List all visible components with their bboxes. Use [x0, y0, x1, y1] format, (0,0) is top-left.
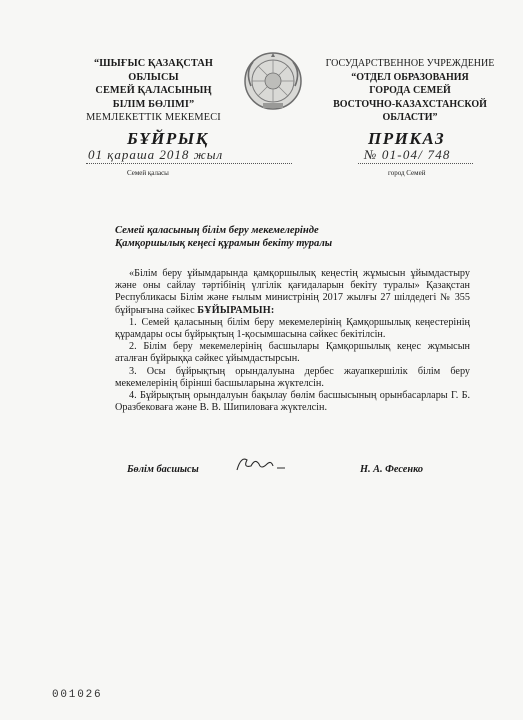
- city-kazakh: Семей қаласы: [127, 169, 169, 177]
- order-item-3: 3. Осы бұйрықтың орындалуына дербес жауапкершілік білім беру мекемелерінің бірінші басшыларына жүктелсін.: [115, 365, 470, 389]
- org-line: ОБЛАСТИ”: [382, 112, 438, 124]
- org-type: ГОСУДАРСТВЕННОЕ УЧРЕЖДЕНИЕ: [325, 58, 495, 69]
- preamble-text: «Білім беру ұйымдарында қамқоршылық кеңестің жұмысын ұйымдастыру және оны сайлау тәртібінің үлгілік қағидаларын бекіту туралы» Қазақстан Республикасы Білім және ғылым министрінің 2017 жылғы 27 шілдедегі № 355 бұйрығына сәйкес: [115, 268, 470, 316]
- org-header-kazakh: [66, 57, 241, 125]
- org-line: ГОРОДА СЕМЕЙ: [369, 85, 451, 97]
- order-item-1: 1. Семей қаласының білім беру мекемелерінің Қамқоршылық кеңестерінің құрамдары осы бұйрықтың 1-қосымшасына сәйкес бекітілсін.: [115, 316, 470, 341]
- org-line: “ОТДЕЛ ОБРАЗОВАНИЯ: [351, 71, 469, 83]
- handwritten-signature: [233, 452, 288, 478]
- handwritten-date: 01 қараша 2018 жыл: [88, 147, 224, 162]
- document-body: [115, 268, 470, 414]
- preamble-paragraph: [115, 268, 470, 317]
- signatory-position: Бөлім басшысы: [127, 464, 199, 475]
- date-underline: [86, 163, 292, 164]
- subject-line: Қамқоршылық кеңесі құрамын бекіту туралы: [115, 238, 333, 249]
- handwritten-number: № 01-04/ 748: [364, 147, 451, 162]
- org-line: ВОСТОЧНО-КАЗАХСТАНСКОЙ: [333, 98, 487, 110]
- document-title-kazakh: БҰЙРЫҚ: [127, 129, 209, 148]
- org-type: МЕМЛЕКЕТТІК МЕКЕМЕСІ: [86, 112, 221, 124]
- order-item-4: 4. Бұйрықтың орындалуын бақылау бөлім басшысының орынбасарлары Г. Б. Оразбековаға және В. В. Шипиловаға жүктелсін.: [115, 390, 470, 414]
- order-item-2: 2. Білім беру мекемелерінің басшылары Қамқоршылық кеңес жұмысын аталған бұйрыққа сәйкес ұйымдастырсын.: [115, 341, 470, 365]
- number-underline: [358, 163, 473, 164]
- org-line: “ШЫҒЫС ҚАЗАҚСТАН: [93, 58, 214, 69]
- document-title-russian: ПРИКАЗ: [368, 129, 446, 148]
- serial-number: 001026: [52, 689, 103, 701]
- org-line: СЕМЕЙ ҚАЛАСЫНЫҢ: [95, 85, 212, 97]
- signatory-name: Н. А. Фесенко: [360, 464, 424, 475]
- org-line: БІЛІМ БӨЛІМІ”: [112, 98, 195, 110]
- org-header-russian: [325, 57, 495, 125]
- org-line: ОБЛЫСЫ: [128, 71, 179, 83]
- document-subject: [115, 224, 332, 250]
- subject-line: Семей қаласының білім беру мекемелерінде: [115, 225, 319, 236]
- city-russian: город Семей: [388, 169, 426, 177]
- order-word: БҰЙЫРАМЫН:: [197, 304, 275, 316]
- kazakhstan-emblem-icon: [243, 50, 303, 112]
